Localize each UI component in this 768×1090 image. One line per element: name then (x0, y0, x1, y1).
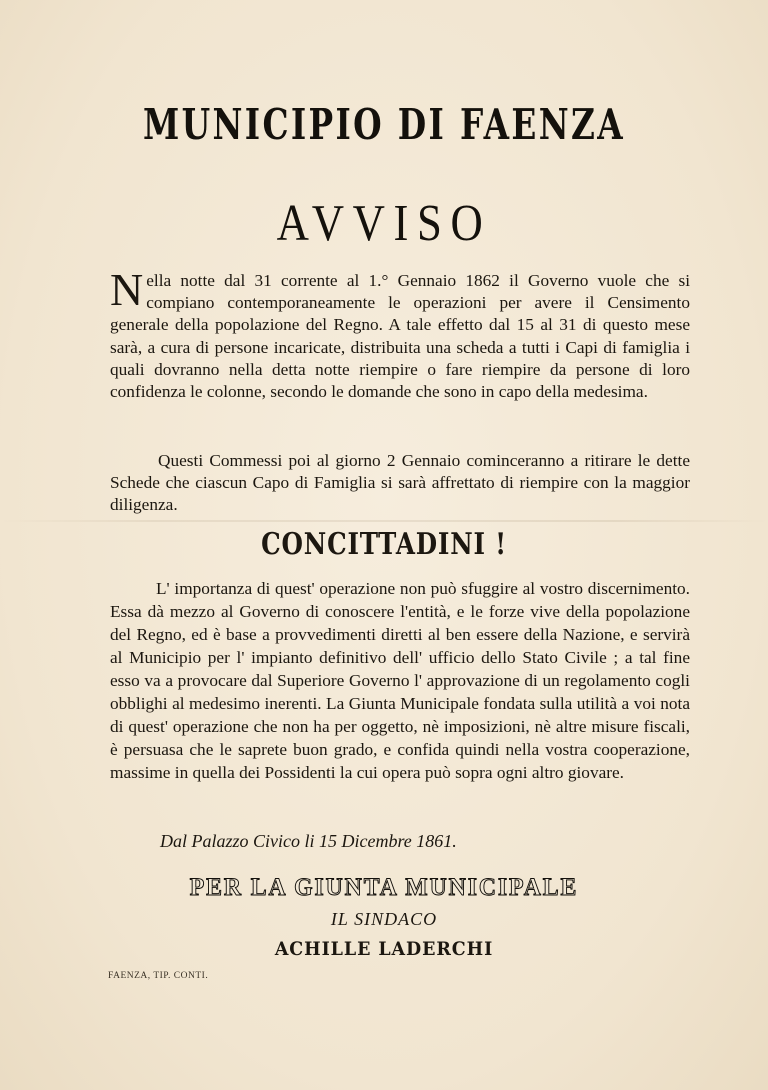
paragraph-collection: Questi Commessi poi al giorno 2 Gennaio cominceranno a ritirare le dette Schede che ciascun Capo di Famiglia si sarà affrettato di riempire con la maggior diligenza. (110, 451, 690, 515)
paragraph-census-announcement (110, 264, 690, 403)
paragraph-1-text: ella notte dal 31 corrente al 1.° Gennaio 1862 il Governo vuole che si compiano contemporaneamente le operazioni per avere il Censimento generale della popolazione del Regno. A tale effetto dal 15 al 31 di questo mese sarà, a cura di persone incaricate, distribuita una scheda a tutti i Capi di famiglia i quali dovranno nella detta notte riempire o fare riempire da persone di loro confidenza le colonne, secondo le domande che sono in capo della medesima. (110, 271, 690, 402)
signature-body: PER LA GIUNTA MUNICIPALE (189, 874, 579, 901)
paragraph-importance: L' importanza di quest' operazione non può sfuggire al vostro discernimento. Essa dà mezzo al Governo di conoscere l'entità, e le forze vive della popolazione del Regno, ed è base a provvedimenti diretti al ben essere della Nazione, e servirà al Municipio per l' impianto definitivo dell' ufficio dello Stato Civile ; a tal fine esso va a provocare dal Superiore Governo l' approvazione di un regolamento cogli obblighi al medesimo inerenti. La Giunta Municipale fondata sulla utilità a voi nota di quest' operazione che non ha per oggetto, nè imposizioni, nè altre misure fiscali, è persuasa che le saprete buon grado, e confida quindi nella vostra cooperazione, massime in quella dei Possidenti la cui opera può sopra ogni altro giovare. (110, 579, 690, 782)
paper-fold-line (0, 520, 768, 522)
dateline: Dal Palazzo Civico li 15 Dicembre 1861. (160, 831, 457, 851)
printer-imprint: FAENZA, TIP. CONTI. (108, 971, 209, 981)
notice-heading: AVVISO (276, 195, 492, 252)
signature-name: ACHILLE LADERCHI (274, 938, 494, 960)
signature-role: IL SINDACO (330, 909, 438, 929)
citizens-address: CONCITTADINI ! (261, 527, 507, 562)
poster-title: MUNICIPIO DI FAENZA (142, 100, 625, 149)
drop-cap: N (110, 264, 144, 315)
